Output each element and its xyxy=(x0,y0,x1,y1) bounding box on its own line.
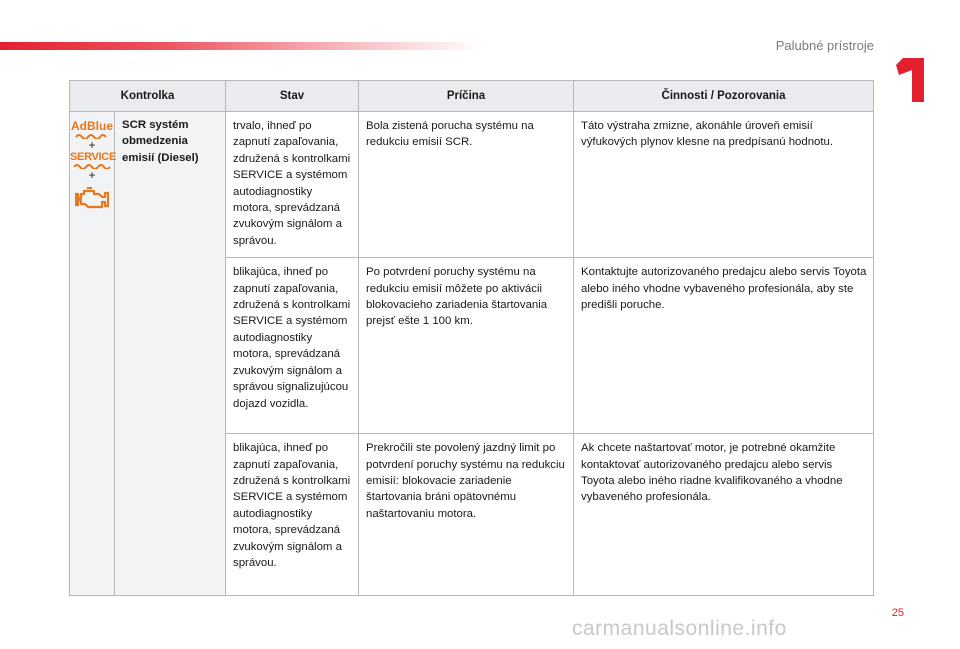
col-header-cinnosti: Činnosti / Pozorovania xyxy=(574,81,874,112)
cell-cinnosti: Táto výstraha zmizne, akonáhle úroveň emisií výfukových plynov klesne na predpísanú hodnotu. xyxy=(574,112,874,258)
adblue-label: AdBlue xyxy=(71,119,113,133)
col-header-stav: Stav xyxy=(226,81,359,112)
section-title: Palubné prístroje xyxy=(775,38,874,53)
cell-cinnosti: Ak chcete naštartovať motor, je potrebné okamžite kontaktovať autorizovaného predajcu alebo servis Toyota alebo iného riadne kvalifikovaného a vhodne vybaveného profesionála. xyxy=(574,434,874,596)
cell-stav: blikajúca, ihneď po zapnutí zapaľovania, združená s kontrolkami SERVICE a systémom autodiagnostiky motora, sprevádzaná zvukovým signálom a správou. xyxy=(226,434,359,596)
plus-sign: + xyxy=(88,138,96,152)
engine-check-icon xyxy=(75,187,109,211)
cell-stav: blikajúca, ihneď po zapnutí zapaľovania, združená s kontrolkami SERVICE a systémom autodiagnostiky motora, sprevádzaná zvukovým signálom a správou signalizujúcou dojazd vozidla. xyxy=(226,258,359,434)
service-label: SERVICE xyxy=(70,151,116,163)
chapter-number xyxy=(894,58,924,102)
header-accent-bar xyxy=(0,42,480,50)
cell-stav: trvalo, ihneď po zapnutí zapaľovania, združená s kontrolkami SERVICE a systémom autodiagnostiky motora, sprevádzaná zvukovým signálom a správou. xyxy=(226,112,359,258)
col-header-kontrolka: Kontrolka xyxy=(70,81,226,112)
service-icon xyxy=(70,151,114,169)
indicator-icons xyxy=(70,112,115,596)
table-header-row xyxy=(70,81,874,112)
indicator-name: SCR systém obmedzenia emisií (Diesel) xyxy=(115,112,226,596)
cell-pricina: Prekročili ste povolený jazdný limit po potvrdení poruchy systému na redukciu emisií: blokovacie zariadenie štartovania bráni opätovnému naštartovaniu motora. xyxy=(359,434,574,596)
plus-sign: + xyxy=(88,168,96,182)
page-number: 25 xyxy=(891,607,904,619)
cell-pricina: Bola zistená porucha systému na redukciu emisií SCR. xyxy=(359,112,574,258)
cell-cinnosti: Kontaktujte autorizovaného predajcu alebo servis Toyota alebo iného vhodne vybaveného profesionála, aby ste predišli poruche. xyxy=(574,258,874,434)
cell-pricina: Po potvrdení poruchy systému na redukciu emisií môžete po aktivácii blokovacieho zariadenia štartovania prejsť ešte 1 100 km. xyxy=(359,258,574,434)
adblue-icon xyxy=(70,120,114,139)
col-header-pricina: Príčina xyxy=(359,81,574,112)
table-row xyxy=(70,112,874,258)
watermark: carmanualsonline.info xyxy=(572,617,787,640)
indicator-table xyxy=(69,80,874,596)
